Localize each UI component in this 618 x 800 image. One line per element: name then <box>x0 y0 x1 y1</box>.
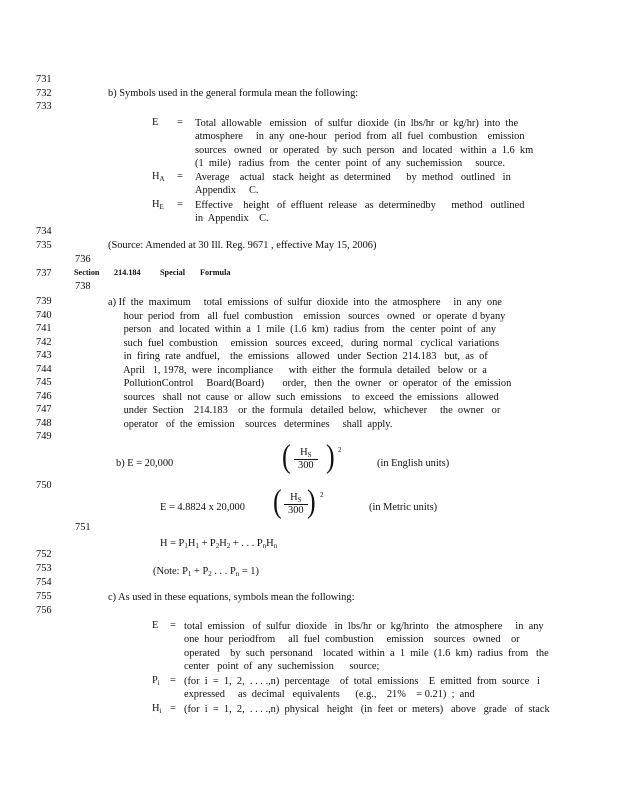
equals-sign: = <box>177 171 183 182</box>
symbol-e: E <box>152 117 159 128</box>
equals-sign: = <box>177 199 183 210</box>
left-paren: ( <box>282 438 291 475</box>
equals-sign: = <box>177 117 183 128</box>
symbol-hi: $H_i$ <box>152 703 162 715</box>
line-number: 736 <box>75 254 91 265</box>
line-number: 743 <box>36 350 52 361</box>
equals-sign: = <box>170 675 176 686</box>
symbol-ha: $H_A$ <box>152 171 165 183</box>
line-number: 733 <box>36 101 52 112</box>
exponent: 2 <box>320 491 324 499</box>
line-number: 742 <box>36 337 52 348</box>
definition-hi: (for i = 1, 2, . . . .,n) physical height (in feet or meters) above grade of stack <box>184 704 550 715</box>
formula-metric-lhs: E = 4.8824 x 20,000 <box>160 502 245 513</box>
line-number: 749 <box>36 431 52 442</box>
section-number: 214.184 <box>114 268 141 277</box>
line-number: 734 <box>36 226 52 237</box>
line-number: 754 <box>36 577 52 588</box>
line-number: 737 <box>36 268 52 279</box>
line-number: 745 <box>36 377 52 388</box>
exponent: 2 <box>338 446 342 454</box>
line-number: 735 <box>36 240 52 251</box>
line-number: 750 <box>36 480 52 491</box>
symbol-pi: $P_i$ <box>152 675 160 687</box>
equals-sign: = <box>170 620 176 631</box>
line-number: 751 <box>75 522 91 533</box>
fraction-english <box>294 447 318 471</box>
fraction-numerator: $H_S$ <box>300 447 312 459</box>
section-title-word: Formula <box>200 268 231 277</box>
line-number: 744 <box>36 364 52 375</box>
section-title-word: Special <box>160 268 186 277</box>
line-number: 741 <box>36 323 52 334</box>
symbol-e: E <box>152 620 159 631</box>
line-number: 753 <box>36 563 52 574</box>
section-b-intro: b) Symbols used in the general formula mean the following: <box>108 88 359 99</box>
fraction-metric <box>284 492 308 516</box>
line-number: 731 <box>36 74 52 85</box>
formula-english-units: (in English units) <box>377 458 450 469</box>
formula-metric-units: (in Metric units) <box>369 502 438 513</box>
line-number: 746 <box>36 391 52 402</box>
line-number: 747 <box>36 404 52 415</box>
section-label: Section <box>74 268 100 277</box>
line-number: 732 <box>36 88 52 99</box>
line-number: 748 <box>36 418 52 429</box>
line-number: 738 <box>75 281 91 292</box>
line-number: 739 <box>36 296 52 307</box>
fraction-denominator: 300 <box>298 460 314 471</box>
definition-e-total: total emission of sulfur dioxide in lbs/hr or kg/hrinto the atmosphere in any one hour periodfrom all fuel combustion emission sources owned or operated by such personand located within a 1 mile (1.6 km) radius from the center point of any suchemission source; <box>184 621 549 673</box>
formula-h: $H = P_1H_1 + P_2H_2$ + . . . $P_nH_n$ <box>160 538 278 550</box>
fraction-numerator: $H_S$ <box>290 492 302 504</box>
line-number: 756 <box>36 605 52 616</box>
left-paren: ( <box>273 483 282 520</box>
source-note: (Source: Amended at 30 Ill. Reg. 9671 , effective May 15, 2006) <box>108 240 377 251</box>
definition-pi: (for i = 1, 2, . . . .,n) percentage of total emissions E emitted from source i expressed as decimal equivalents (e.g., 21% = 0.21) ; and <box>184 676 540 701</box>
line-number: 755 <box>36 591 52 602</box>
section-c-intro: c) As used in these equations, symbols mean the following: <box>108 592 355 603</box>
right-paren: ) <box>326 438 335 475</box>
definition-he: Effective height of effluent release as determinedby method outlined in Appendix C. <box>195 200 525 225</box>
line-number: 740 <box>36 310 52 321</box>
paragraph-a: a) If the maximum total emissions of sulfur dioxide into the atmosphere in any one hour period from all fuel combustion emission sources owned or operate d byany person and located within a 1 mile (1.6 km) radius from the center point of any such fuel combustion emission sources exceed, during normal cyclical variations in firing rate andfuel, the emissions allowed under Section 214.183 but, as of April 1, 1978, were incompliance with either the formula detailed below or a PollutionControl Board(Board) order, then the owner or operator of the emission sources shall not cause or allow such emissions to exceed the emissions allowed under Section 214.183 or the formula detailed below, whichever the owner or operator of the emission sources determines shall apply. <box>108 297 512 430</box>
symbol-he: $H_E$ <box>152 199 164 211</box>
line-number: 752 <box>36 549 52 560</box>
formula-english-lhs: b) E = 20,000 <box>116 458 174 469</box>
right-paren: ) <box>307 483 316 520</box>
definition-e: Total allowable emission of sulfur dioxide (in lbs/hr or kg/hr) into the atmosphere in any one-hour period from all fuel combustion emission sources owned or operated by such person and located within a 1.6 km (1 mile) radius from the center point of any suchemission source. <box>195 118 534 170</box>
fraction-denominator: 300 <box>288 505 304 516</box>
formula-note: (Note: $P_1 + P_2$ . . . $P_n = 1$) <box>153 566 259 578</box>
definition-ha: Average actual stack height as determined by method outlined in Appendix C. <box>195 172 511 197</box>
equals-sign: = <box>170 703 176 714</box>
